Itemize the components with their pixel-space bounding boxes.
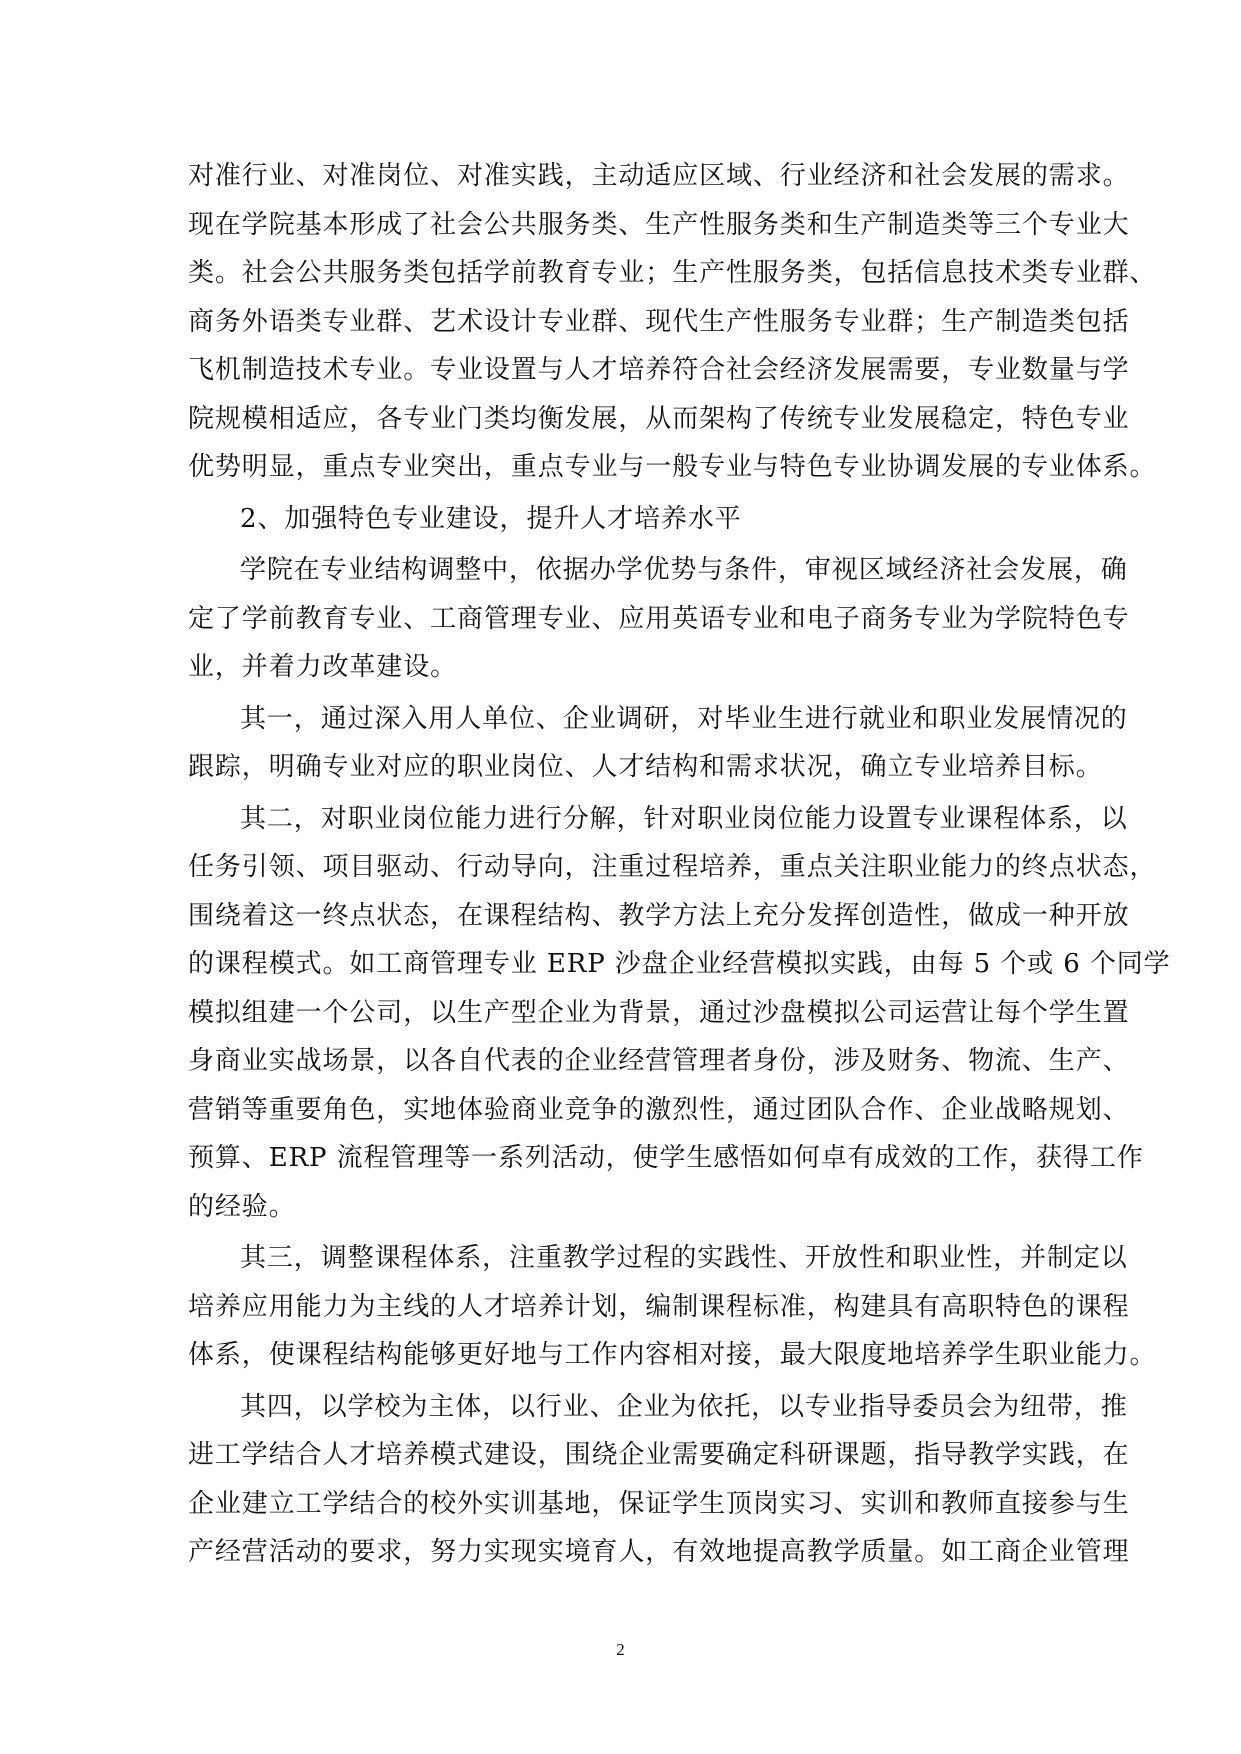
text-line: 任务引领、项目驱动、行动导向，注重过程培养，重点关注职业能力的终点状态， bbox=[188, 852, 1157, 882]
page-number: 2 bbox=[616, 1640, 625, 1659]
text-line: 的经验。 bbox=[188, 1191, 296, 1222]
text-line: 预算、ERP 流程管理等一系列活动，使学生感悟如何卓有成效的工作，获得工作 bbox=[188, 1143, 1144, 1173]
text-line: 其四，以学校为主体，以行业、企业为依托，以专业指导委员会为纽带，推 bbox=[240, 1391, 1128, 1422]
paragraph bbox=[188, 695, 1128, 792]
text-line: 院规模相适应，各专业门类均衡发展，从而架构了传统专业发展稳定，特色专业 bbox=[188, 403, 1130, 434]
paragraph bbox=[188, 495, 1054, 544]
text-line: 身商业实战场景，以各自代表的企业经营管理者身份，涉及财务、物流、生产、 bbox=[188, 1046, 1130, 1076]
text-line: 企业建立工学结合的校外实训基地，保证学生顶岗实习、实训和教师直接参与生 bbox=[188, 1488, 1130, 1519]
text-line: 学院在专业结构调整中，依据办学优势与条件，审视区域经济社会发展，确 bbox=[240, 555, 1128, 585]
text-line: 进工学结合人才培养模式建设，围绕企业需要确定科研课题，指导教学实践，在 bbox=[188, 1440, 1130, 1470]
paragraph bbox=[188, 546, 1130, 692]
text-line: 现在学院基本形成了社会公共服务类、生产性服务类和生产制造类等三个专业大 bbox=[188, 209, 1130, 240]
text-line: 其一，通过深入用人单位、企业调研，对毕业生进行就业和职业发展情况的 bbox=[240, 703, 1128, 734]
text-line: 模拟组建一个公司，以生产型企业为背景，通过沙盘模拟公司运营让每个学生置 bbox=[188, 997, 1130, 1028]
text-line: 体系，使课程结构能够更好地与工作内容相对接，最大限度地培养学生职业能力。 bbox=[188, 1340, 1157, 1370]
document-body bbox=[188, 152, 1171, 1577]
text-line: 定了学前教育专业、工商管理专业、应用英语专业和电子商务专业为学院特色专 bbox=[188, 603, 1130, 634]
text-line: 商务外语类专业群、艺术设计专业群、现代生产性服务专业群；生产制造类包括 bbox=[188, 306, 1130, 337]
text-line: 产经营活动的要求，努力实现实境育人，有效地提高教学质量。如工商企业管理 bbox=[188, 1537, 1130, 1567]
text-line: 2、加强特色专业建设，提升人才培养水平 bbox=[240, 503, 742, 534]
text-line: 跟踪，明确专业对应的职业岗位、人才结构和需求状况，确立专业培养目标。 bbox=[188, 752, 1103, 782]
paragraph bbox=[188, 152, 1157, 492]
text-line: 对准行业、对准岗位、对准实践，主动适应区域、行业经济和社会发展的需求。 bbox=[188, 161, 1130, 191]
text-line: 业，并着力改革建设。 bbox=[188, 652, 458, 682]
text-line: 培养应用能力为主线的人才培养计划，编制课程标准，构建具有高职特色的课程 bbox=[188, 1291, 1130, 1322]
text-line: 类。社会公共服务类包括学前教育专业；生产性服务类，包括信息技术类专业群、 bbox=[188, 258, 1157, 288]
text-line: 的课程模式。如工商管理专业 ERP 沙盘企业经营模拟实践，由每 5 个或 6 个同学 bbox=[188, 949, 1171, 979]
paragraph bbox=[188, 1383, 1130, 1577]
text-line: 优势明显，重点专业突出，重点专业与一般专业与特色专业协调发展的专业体系。 bbox=[188, 452, 1157, 482]
text-line: 围绕着这一终点状态，在课程结构、教学方法上充分发挥创造性，做成一种开放 bbox=[188, 900, 1130, 931]
text-line: 营销等重要角色，实地体验商业竞争的激烈性，通过团队合作、企业战略规划、 bbox=[188, 1094, 1130, 1125]
text-line: 其三，调整课程体系，注重教学过程的实践性、开放性和职业性，并制定以 bbox=[240, 1243, 1128, 1273]
paragraph bbox=[188, 1234, 1157, 1380]
text-line: 其二，对职业岗位能力进行分解，针对职业岗位能力设置专业课程体系，以 bbox=[240, 803, 1128, 834]
text-line: 飞机制造技术专业。专业设置与人才培养符合社会经济发展需要，专业数量与学 bbox=[188, 355, 1130, 385]
paragraph bbox=[188, 795, 1171, 1232]
